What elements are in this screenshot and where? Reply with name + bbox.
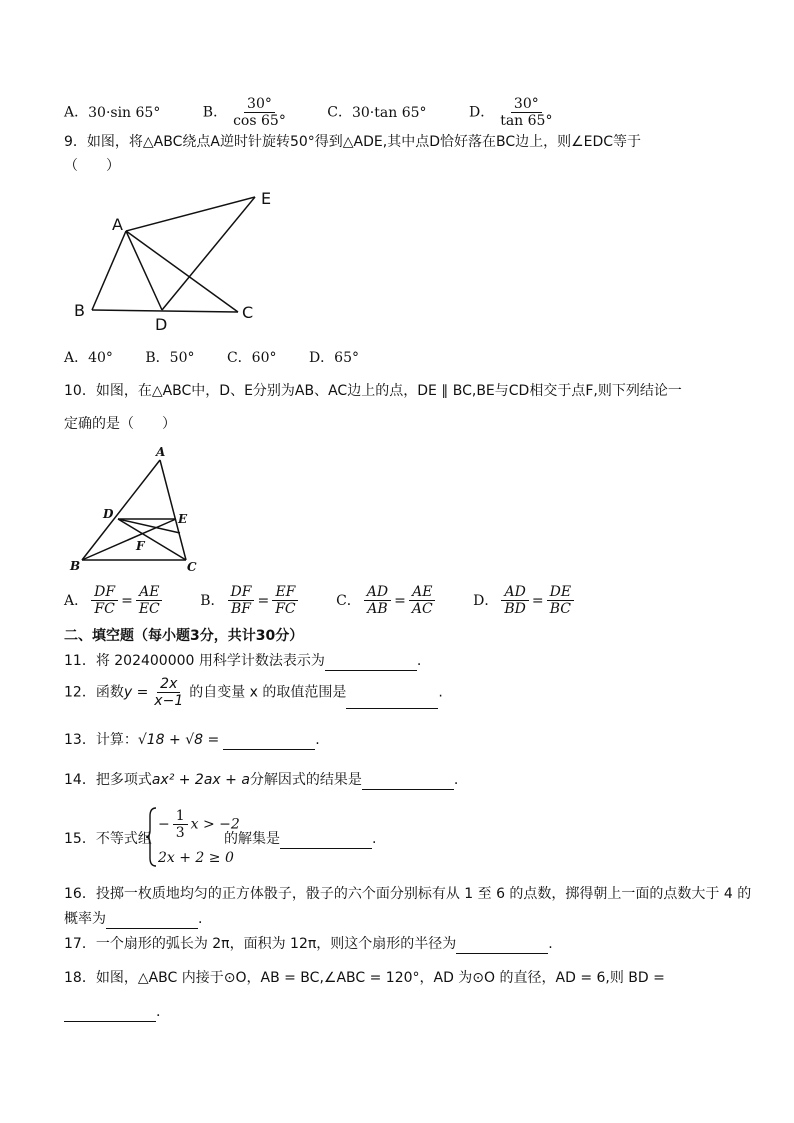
q13-end: .	[315, 732, 320, 748]
q9-label-c: C	[242, 303, 254, 322]
q12-fraction	[151, 676, 186, 709]
q14-end: .	[453, 772, 459, 788]
q10-option-c-left	[364, 584, 391, 617]
q10-option-a-left-den: FC	[94, 601, 115, 617]
q10-option-c: C． $\frac{AD}{AB}$ = $\frac{AE}{AC}$	[336, 593, 443, 609]
q10-options	[64, 584, 577, 617]
q12-answer-blank[interactable]	[346, 694, 438, 709]
q15-post: 的解集是	[224, 831, 280, 847]
q8-option-d-label: D．	[468, 104, 495, 121]
q10-label-d: D	[103, 507, 114, 521]
q10-option-b-left	[228, 584, 255, 617]
q17-text: 17．一个扇形的弧长为 2π，面积为 12π，则这个扇形的半径为	[64, 936, 457, 952]
q10-label-b: B	[70, 559, 81, 573]
q14-pre: 14．把多项式	[64, 772, 152, 788]
q9-label-a: A	[112, 215, 123, 234]
q10-option-d-left-den: BD	[504, 601, 526, 617]
q10-option-d-label: D．	[473, 592, 499, 609]
q17-end: .	[548, 936, 553, 952]
q18-line-2	[64, 1002, 160, 1022]
q9-segment-bc	[92, 310, 238, 312]
q9-segment-ad	[126, 231, 162, 310]
q10-option-d-right-num: DE	[547, 584, 574, 601]
q14-post: 分解因式的结果是	[249, 772, 362, 788]
q14-answer-blank[interactable]	[362, 775, 454, 790]
q9-segment-ae	[126, 197, 255, 231]
q15-answer-blank[interactable]	[280, 834, 372, 849]
q10-option-a-left-num: DF	[91, 584, 118, 601]
q16-line-2	[64, 909, 202, 929]
q10-figure	[66, 444, 206, 574]
q15-pre: 15．不等式组	[64, 831, 152, 847]
q11-end: .	[416, 653, 422, 669]
q10-stem: 10．如图，在△ABC中，D、E分别为AB、AC边上的点，DE ∥ BC,BE与CD相交于点F,则下列结论一	[64, 383, 682, 399]
q9-option-a: A．40°	[64, 350, 113, 366]
q10-segment-ab	[82, 460, 160, 560]
q11-text: 11．将 202400000 用科学计数法表示为	[64, 653, 325, 669]
q11-answer-blank[interactable]	[325, 656, 417, 671]
q18-line-1: 18．如图，△ABC 内接于⊙O，AB = BC,∠ABC = 120°，AD 为⊙O 的直径，AD = 6,则 BD =	[64, 970, 665, 986]
q10-option-d-left	[501, 584, 529, 617]
q9-stem: 9．如图，将△ABC绕点A逆时针旋转50°得到△ADE,其中点D恰好落在BC边上，则∠EDC等于	[64, 134, 642, 150]
q15-ineq1-den: 3	[175, 825, 185, 841]
q16-line-1: 16．投掷一枚质地均匀的正方体骰子，骰子的六个面分别标有从 1 至 6 的点数，掷得朝上一面的点数大于 4 的	[64, 886, 752, 902]
q8-option-b-denominator: cos 65°	[233, 113, 286, 129]
q17-answer-blank[interactable]	[456, 939, 548, 954]
q10-option-c-label: C．	[336, 592, 361, 609]
q16-end: .	[198, 911, 203, 927]
q10-option-a-right	[136, 584, 163, 617]
q8-options	[64, 96, 558, 129]
q15-post-line	[224, 829, 376, 849]
q10-label-c: C	[187, 560, 197, 574]
q11	[64, 651, 421, 671]
q9-segment-ab	[92, 231, 126, 310]
q9-segment-de	[162, 197, 255, 310]
q10-option-a-right-den: EC	[138, 601, 160, 617]
q8-option-d-numerator: 30°	[511, 96, 542, 113]
q10-option-c-left-num: AD	[364, 584, 391, 601]
q8-option-a: 30·sin 65°	[88, 104, 161, 121]
q17	[64, 934, 553, 954]
q10-option-d-right-den: BC	[549, 601, 571, 617]
section-2-title: 二、填空题（每小题3分，共计30分）	[64, 628, 304, 644]
q12-numerator: 2x	[157, 676, 180, 693]
q10-option-a-left	[91, 584, 118, 617]
q8-option-d-denominator: tan 65°	[500, 113, 553, 129]
q8-option-b-label: B．	[202, 104, 228, 121]
q9-label-e: E	[261, 189, 272, 208]
q10-option-c-right	[409, 584, 436, 617]
q10-stem-2: 定确的是（ ）	[64, 416, 176, 432]
q13-answer-blank[interactable]	[223, 735, 315, 750]
q15-ineq1-fraction	[173, 808, 188, 841]
q10-option-d-right	[547, 584, 574, 617]
q15-brace	[146, 806, 158, 868]
q10-option-b-left-num: DF	[228, 584, 255, 601]
q13-pre: 13．计算：	[64, 732, 138, 748]
q8-option-b-fraction	[230, 96, 289, 129]
q9-option-c: C．60°	[226, 350, 277, 366]
q18-answer-blank[interactable]	[64, 1007, 156, 1022]
q10-label-a: A	[156, 445, 166, 459]
q10-option-b-left-den: BF	[230, 601, 251, 617]
q10-option-c-right-num: AE	[409, 584, 435, 601]
q8-option-c: 30·tan 65°	[351, 104, 427, 121]
q18-end: .	[156, 1004, 161, 1020]
q12-end: .	[438, 684, 443, 701]
q12	[64, 676, 443, 709]
q15-ineq1-sign: −	[158, 816, 170, 833]
q8-option-c-label: C．	[327, 104, 352, 121]
q15-inequality-2: 2x + 2 ≥ 0	[158, 850, 234, 866]
q8-option-a-label: A．	[64, 104, 89, 121]
q13	[64, 730, 320, 750]
q16-line-2-text: 概率为	[64, 911, 106, 927]
q10-option-a: A． $\frac{DF}{FC}$ = $\frac{AE}{EC}$	[64, 593, 170, 609]
q14-expression: ax² + 2ax + a	[151, 772, 250, 788]
q10-option-a-label: A．	[64, 592, 89, 609]
q16-answer-blank[interactable]	[106, 914, 198, 929]
q10-option-c-left-den: AB	[367, 601, 388, 617]
q12-post: 的自变量 x 的取值范围是	[189, 684, 347, 701]
q10-option-b-right-num: EF	[272, 584, 298, 601]
q10-option-b-right-den: FC	[275, 601, 296, 617]
q10-option-d-left-num: AD	[501, 584, 528, 601]
q9-figure	[68, 186, 288, 336]
q10-option-b-right	[272, 584, 298, 617]
q9-label-d: D	[155, 315, 168, 334]
q9-options	[64, 348, 387, 368]
q15-ineq1-num: 1	[173, 808, 188, 825]
q14	[64, 770, 458, 790]
q13-expression: √18 + √8 =	[137, 732, 220, 748]
q10-option-b-label: B．	[200, 592, 225, 609]
q9-option-d: D．65°	[308, 350, 359, 366]
q10-option-c-right-den: AC	[411, 601, 433, 617]
q12-pre: 12．函数	[64, 684, 124, 701]
q15-ineq1-rest: x > −2	[190, 816, 240, 833]
q8-option-b-numerator: 30°	[244, 96, 275, 113]
q9-label-b: B	[74, 301, 85, 320]
q12-y: y =	[123, 684, 149, 701]
q9-paren: （ ）	[64, 158, 120, 174]
q8-option-d-fraction	[497, 96, 555, 129]
q10-segment-ac	[160, 460, 186, 560]
q10-label-f: F	[136, 539, 145, 553]
q12-denominator: x−1	[154, 693, 184, 709]
q10-option-a-right-num: AE	[136, 584, 162, 601]
q10-option-d: D． $\frac{AD}{BD}$ = $\frac{DE}{BC}$	[473, 593, 577, 609]
q9-segment-ac	[126, 231, 238, 312]
q10-option-b: B． $\frac{DF}{BF}$ = $\frac{EF}{FC}$	[200, 593, 306, 609]
q9-option-b: B．50°	[145, 350, 195, 366]
q10-label-e: E	[178, 512, 188, 526]
q15-end: .	[372, 831, 377, 847]
